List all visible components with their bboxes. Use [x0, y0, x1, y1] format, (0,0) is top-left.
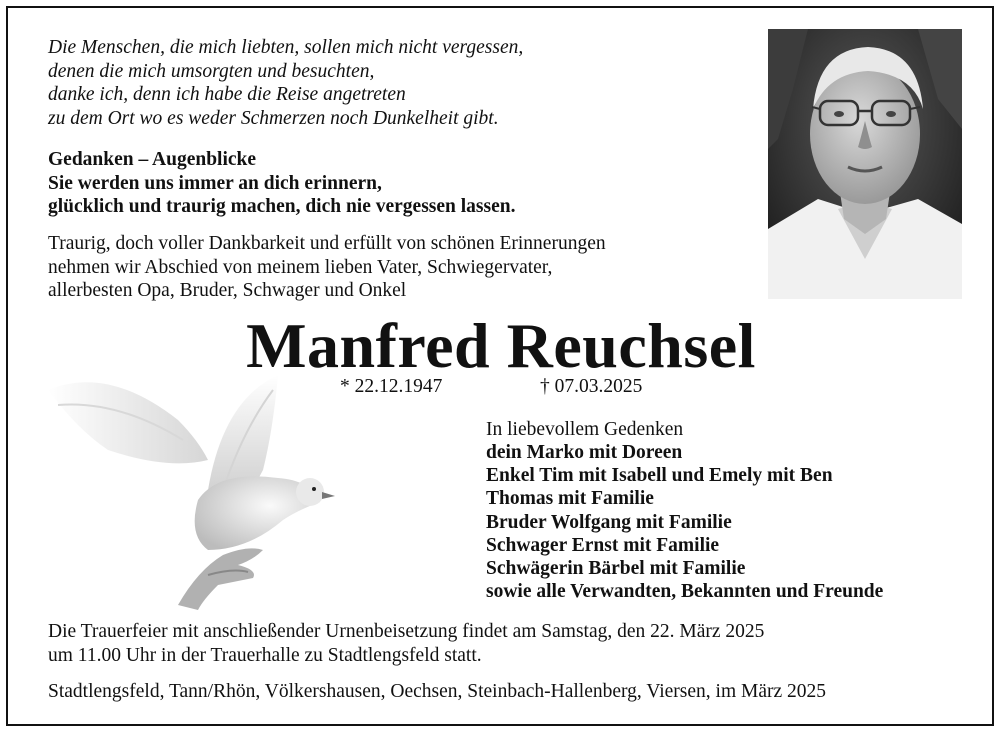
farewell-intro [48, 232, 606, 303]
poem-line: denen die mich umsorgten und besuchten, [48, 60, 375, 82]
places-and-date: Stadtlengsfeld, Tann/Rhön, Völkershausen, Oechsen, Steinbach-Hallenberg, Viersen, im März 2025 [48, 681, 827, 702]
mourner-line: Bruder Wolfgang mit Familie [486, 511, 732, 533]
intro-line: allerbesten Opa, Bruder, Schwager und Onkel [48, 280, 407, 301]
dove-illustration [48, 360, 378, 610]
intro-line: Traurig, doch voller Dankbarkeit und erfüllt von schönen Erinnerungen [48, 233, 606, 254]
birth-date: * 22.12.1947 [340, 376, 443, 397]
death-date: † 07.03.2025 [540, 376, 643, 397]
mourner-line: sowie alle Verwandten, Bekannten und Freunde [486, 581, 884, 603]
intro-line: nehmen wir Abschied von meinem lieben Vater, Schwiegervater, [48, 256, 553, 278]
poem-line: zu dem Ort wo es weder Schmerzen noch Dunkelheit gibt. [48, 107, 499, 129]
mourners-list [486, 441, 883, 603]
mourner-line: Enkel Tim mit Isabell und Emely mit Ben [486, 465, 833, 487]
funeral-service-info [48, 620, 764, 667]
mourners-intro: In liebevollem Gedenken [486, 419, 684, 440]
quote-line: Sie werden uns immer an dich erinnern, [48, 172, 382, 194]
quote-line: glücklich und traurig machen, dich nie vergessen lassen. [48, 196, 516, 217]
quote-line: Gedanken – Augenblicke [48, 149, 257, 170]
poem [48, 36, 523, 130]
mourner-line: Schwager Ernst mit Familie [486, 534, 720, 556]
portrait-illustration [768, 29, 962, 299]
poem-line: danke ich, denn ich habe die Reise angetreten [48, 84, 406, 105]
mourner-line: Thomas mit Familie [486, 488, 654, 510]
mourner-line: Schwägerin Bärbel mit Familie [486, 558, 746, 580]
service-line: um 11.00 Uhr in der Trauerhalle zu Stadtlengsfeld statt. [48, 644, 482, 666]
mourner-line: dein Marko mit Doreen [486, 442, 683, 463]
deceased-name: Manfred Reuchsel [246, 310, 756, 381]
obituary-notice [6, 6, 994, 726]
service-line: Die Trauerfeier mit anschließender Urnenbeisetzung findet am Samstag, den 22. März 2025 [48, 621, 765, 642]
poem-line: Die Menschen, die mich liebten, sollen mich nicht vergessen, [48, 37, 524, 58]
dove-image [48, 360, 378, 610]
portrait-photo [768, 29, 962, 299]
memorial-quote [48, 148, 516, 219]
